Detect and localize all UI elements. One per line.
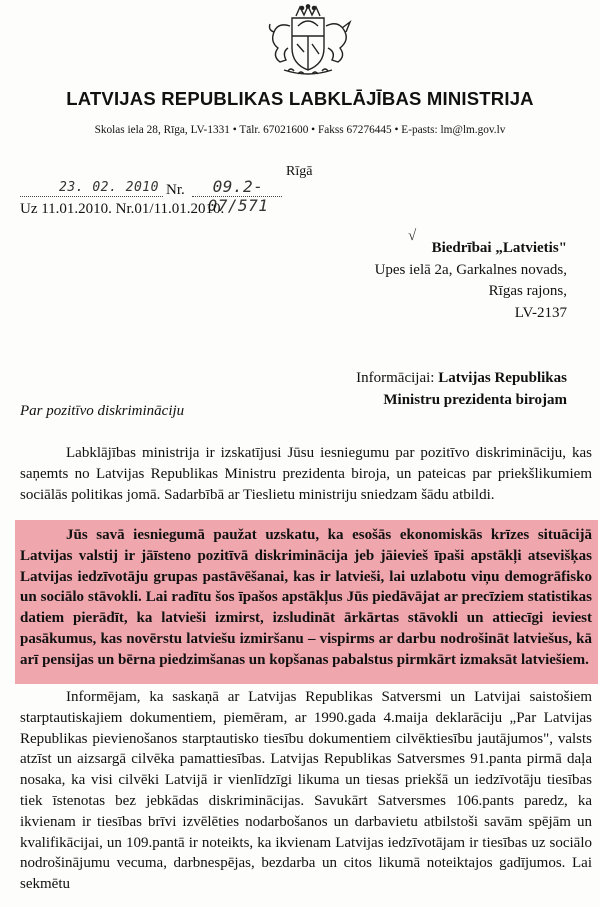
- body-paragraph: [20, 687, 592, 895]
- recipient-address-line: Rīgas rajons,: [488, 283, 567, 299]
- number-label: Nr.: [166, 182, 185, 198]
- recipient-name: Biedrībai „Latvietis": [431, 240, 567, 256]
- reference-line: Uz 11.01.2010. Nr.01/11.01.2010.: [20, 201, 225, 217]
- copy-to-label: Informācijai:: [356, 370, 435, 386]
- recipient-address-line: Upes ielā 2a, Garkalnes novads,: [374, 261, 567, 278]
- paragraph-text: Informējam, ka saskaņā ar Latvijas Republikas Satversmi un Latvijai saistošiem starptautiskajiem dokumentiem, piemēram, ar 1990.gada 4.maija deklarāciju „Par Latvijas Republikas pievienošanos starptautisko tiesību dokumentiem cilvēktiesību jautājumos", valsts atzīst un aizsargā cilvēka pamattiesības. Latvijas Republikas Satversmes 91.panta pirmā daļa nosaka, ka visi cilvēki Latvijā ir vienlīdzīgi likuma un tiesas priekšā un iedzīvotāju tiesības tiek īstenotas bez jebkādas diskriminācijas. Savukārt Satversmes 106.pants paredz, ka ikvienam ir tiesības brīvi izvēlēties nodarbošanos un darbavietu atbilstoši savām spējām un kvalifikācijai, un 109.pantā ir noteikts, ka ikvienam Latvijas iedzīvotājam ir tiesības uz sociālo nodrošinājumu vecuma, darbnespējas, bezdarba un citos likumā noteiktajos gadījumos. Lai sekmētu: [20, 689, 592, 893]
- letter-subject: Par pozitīvo diskrimināciju: [20, 403, 185, 419]
- copy-to-block: [356, 368, 567, 411]
- copy-to-recipient-line: Latvijas Republikas: [438, 370, 567, 386]
- handwritten-document-number: 09.2-07/571: [207, 177, 269, 215]
- recipient-postcode: LV-2137: [514, 304, 567, 321]
- paragraph-text: Jūs savā iesniegumā paužat uzskatu, ka esošās ekonomiskās krīzes situācijā Latvijas valstij ir jāīsteno pozitīvā diskriminācija jeb jāievieš īpaši apstākļi atsevišķas Latvijas iedzīvotāju grupas pastāvēšanai, kas ir latvieši, lai uzlabotu viņu demogrāfisko un sociālo stāvokli. Lai radītu šos īpašos apstākļus Jūs piedāvājat ar precīziem statistikas datiem pierādīt, ka latvieši izmirst, izsludināt ārkārtas stāvokli un attiecīgi ieviest pasākumus, kas novērstu latviešu izmiršanu – vispirms ar darbu nodrošināt latviešus, kā arī pensijas un bērna piedzimšanas un kopšanas pabalstus pirmkārt izmaksāt latviešiem.: [20, 527, 592, 668]
- paragraph-text: Labklājības ministrija ir izskatījusi Jūsu iesniegumu par pozitīvo diskrimināciju, kas saņemts no Latvijas Republikas Ministru prezidenta biroja, un pateicas par priekšlikumiem sociālās politikas jomā. Sadarbībā ar Tieslietu ministriju sniedzam šādu atbildi.: [20, 445, 592, 503]
- place-of-issue: Rīgā: [286, 164, 313, 179]
- check-mark-icon: √: [408, 228, 417, 244]
- body-paragraph: [20, 443, 592, 505]
- handwritten-date: 23. 02. 2010: [59, 180, 159, 195]
- recipient-block: [375, 238, 567, 324]
- number-dotted-line: [192, 196, 282, 197]
- date-dotted-line: [20, 196, 163, 197]
- highlighted-paragraph: [20, 525, 592, 671]
- ministry-title: LATVIJAS REPUBLIKAS LABKLĀJĪBAS MINISTRIJA: [66, 88, 534, 109]
- coat-of-arms-emblem: [262, 4, 354, 80]
- copy-to-recipient-line: Ministru prezidenta birojam: [383, 391, 567, 408]
- ministry-contact-line: Skolas iela 28, Rīga, LV-1331 • Tālr. 67021600 • Fakss 67276445 • E-pasts: lm@lm.gov.lv: [94, 124, 506, 136]
